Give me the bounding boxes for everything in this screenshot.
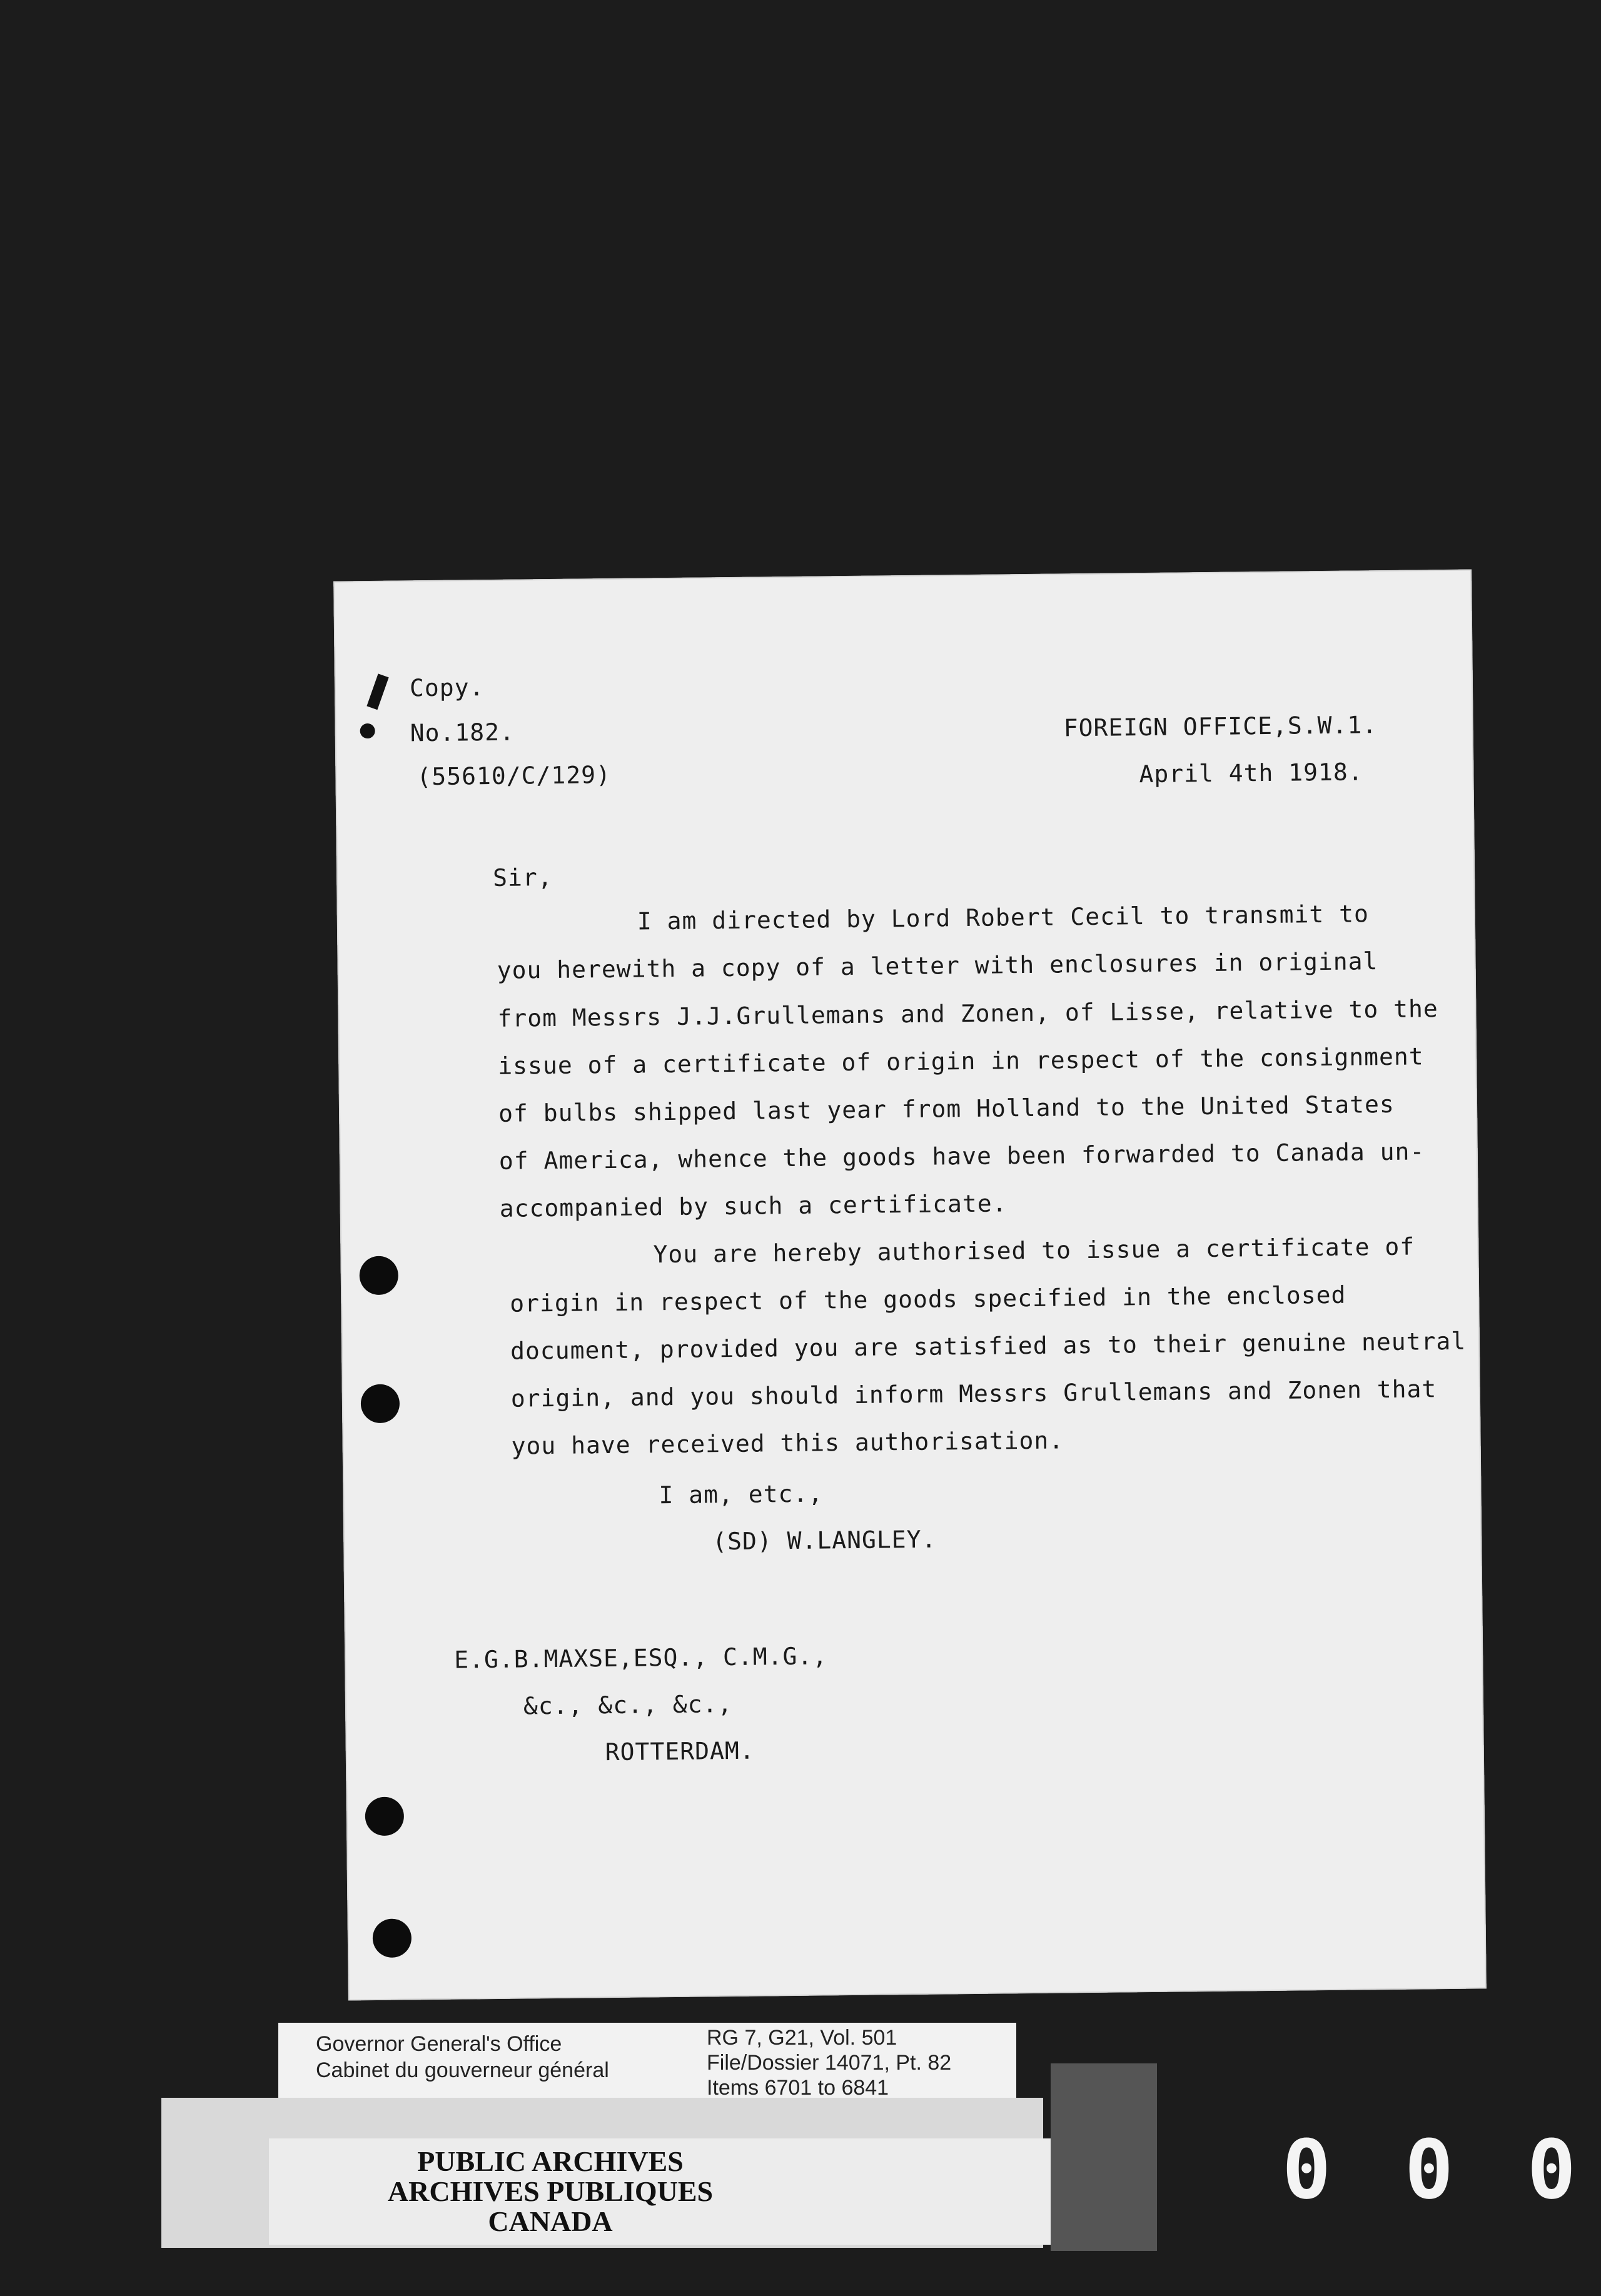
frame-digit: 0	[1282, 2122, 1331, 2217]
addressee-etc: &c., &c., &c.,	[523, 1690, 733, 1720]
body-line: you herewith a copy of a letter with enclosures in original	[497, 947, 1378, 984]
pencil-mark	[366, 673, 388, 710]
archive-label	[278, 2023, 1016, 2098]
archive-ref-line2: File/Dossier 14071, Pt. 82	[707, 2051, 952, 2075]
letter-number: No.182.	[410, 718, 515, 747]
frame-digit: 0	[1404, 2122, 1454, 2217]
frame-digit: 0	[1527, 2122, 1576, 2217]
body-line: of America, whence the goods have been forwarded to Canada un-	[498, 1137, 1425, 1175]
addressee-name: E.G.B.MAXSE,ESQ., C.M.G.,	[454, 1642, 828, 1674]
body-line: document, provided you are satisfied as to their genuine neutral	[510, 1327, 1467, 1365]
office-heading: FOREIGN OFFICE,S.W.1.	[1063, 711, 1378, 742]
archive-ref-line1: RG 7, G21, Vol. 501	[707, 2026, 897, 2050]
frame-counter	[1282, 2122, 1576, 2217]
salutation: Sir,	[492, 863, 553, 892]
stamp-line1: PUBLIC ARCHIVES	[417, 2145, 684, 2177]
punch-hole	[359, 1256, 398, 1296]
body-line: origin, and you should inform Messrs Grullemans and Zonen that	[510, 1375, 1437, 1412]
copy-mark: Copy.	[409, 673, 485, 702]
punch-hole	[373, 1918, 412, 1958]
body-line: you have received this authorisation.	[511, 1426, 1064, 1460]
body-line: of bulbs shipped last year from Holland to the United States	[498, 1090, 1395, 1127]
archive-stamp	[269, 2138, 1051, 2245]
stamp-line3: CANADA	[488, 2205, 613, 2237]
office-fr: Cabinet du gouverneur général	[316, 2058, 609, 2082]
body-line: I am directed by Lord Robert Cecil to transmit to	[637, 900, 1370, 935]
body-line: origin in respect of the goods specified in the enclosed	[510, 1281, 1346, 1317]
closing: I am, etc.,	[659, 1479, 824, 1509]
office-en: Governor General's Office	[316, 2032, 562, 2056]
addressee-city: ROTTERDAM.	[605, 1736, 755, 1766]
body-line: accompanied by such a certificate.	[499, 1189, 1008, 1222]
body-line: from Messrs J.J.Grullemans and Zonen, of Lisse, relative to the	[497, 995, 1438, 1032]
film-edge	[1051, 2063, 1157, 2251]
stamp-line2: ARCHIVES PUBLIQUES	[387, 2175, 714, 2207]
punch-hole	[361, 1384, 400, 1424]
reference-number: (55610/C/129)	[417, 760, 612, 791]
pencil-mark	[360, 723, 375, 738]
letter-date: April 4th 1918.	[1139, 758, 1363, 788]
body-line: issue of a certificate of origin in respect of the consignment	[498, 1042, 1424, 1080]
body-line: You are hereby authorised to issue a certificate of	[653, 1232, 1415, 1269]
punch-hole	[365, 1797, 405, 1836]
archive-ref-line3: Items 6701 to 6841	[707, 2076, 889, 2100]
letter-page	[333, 570, 1487, 2001]
signature: (SD) W.LANGLEY.	[712, 1525, 937, 1556]
